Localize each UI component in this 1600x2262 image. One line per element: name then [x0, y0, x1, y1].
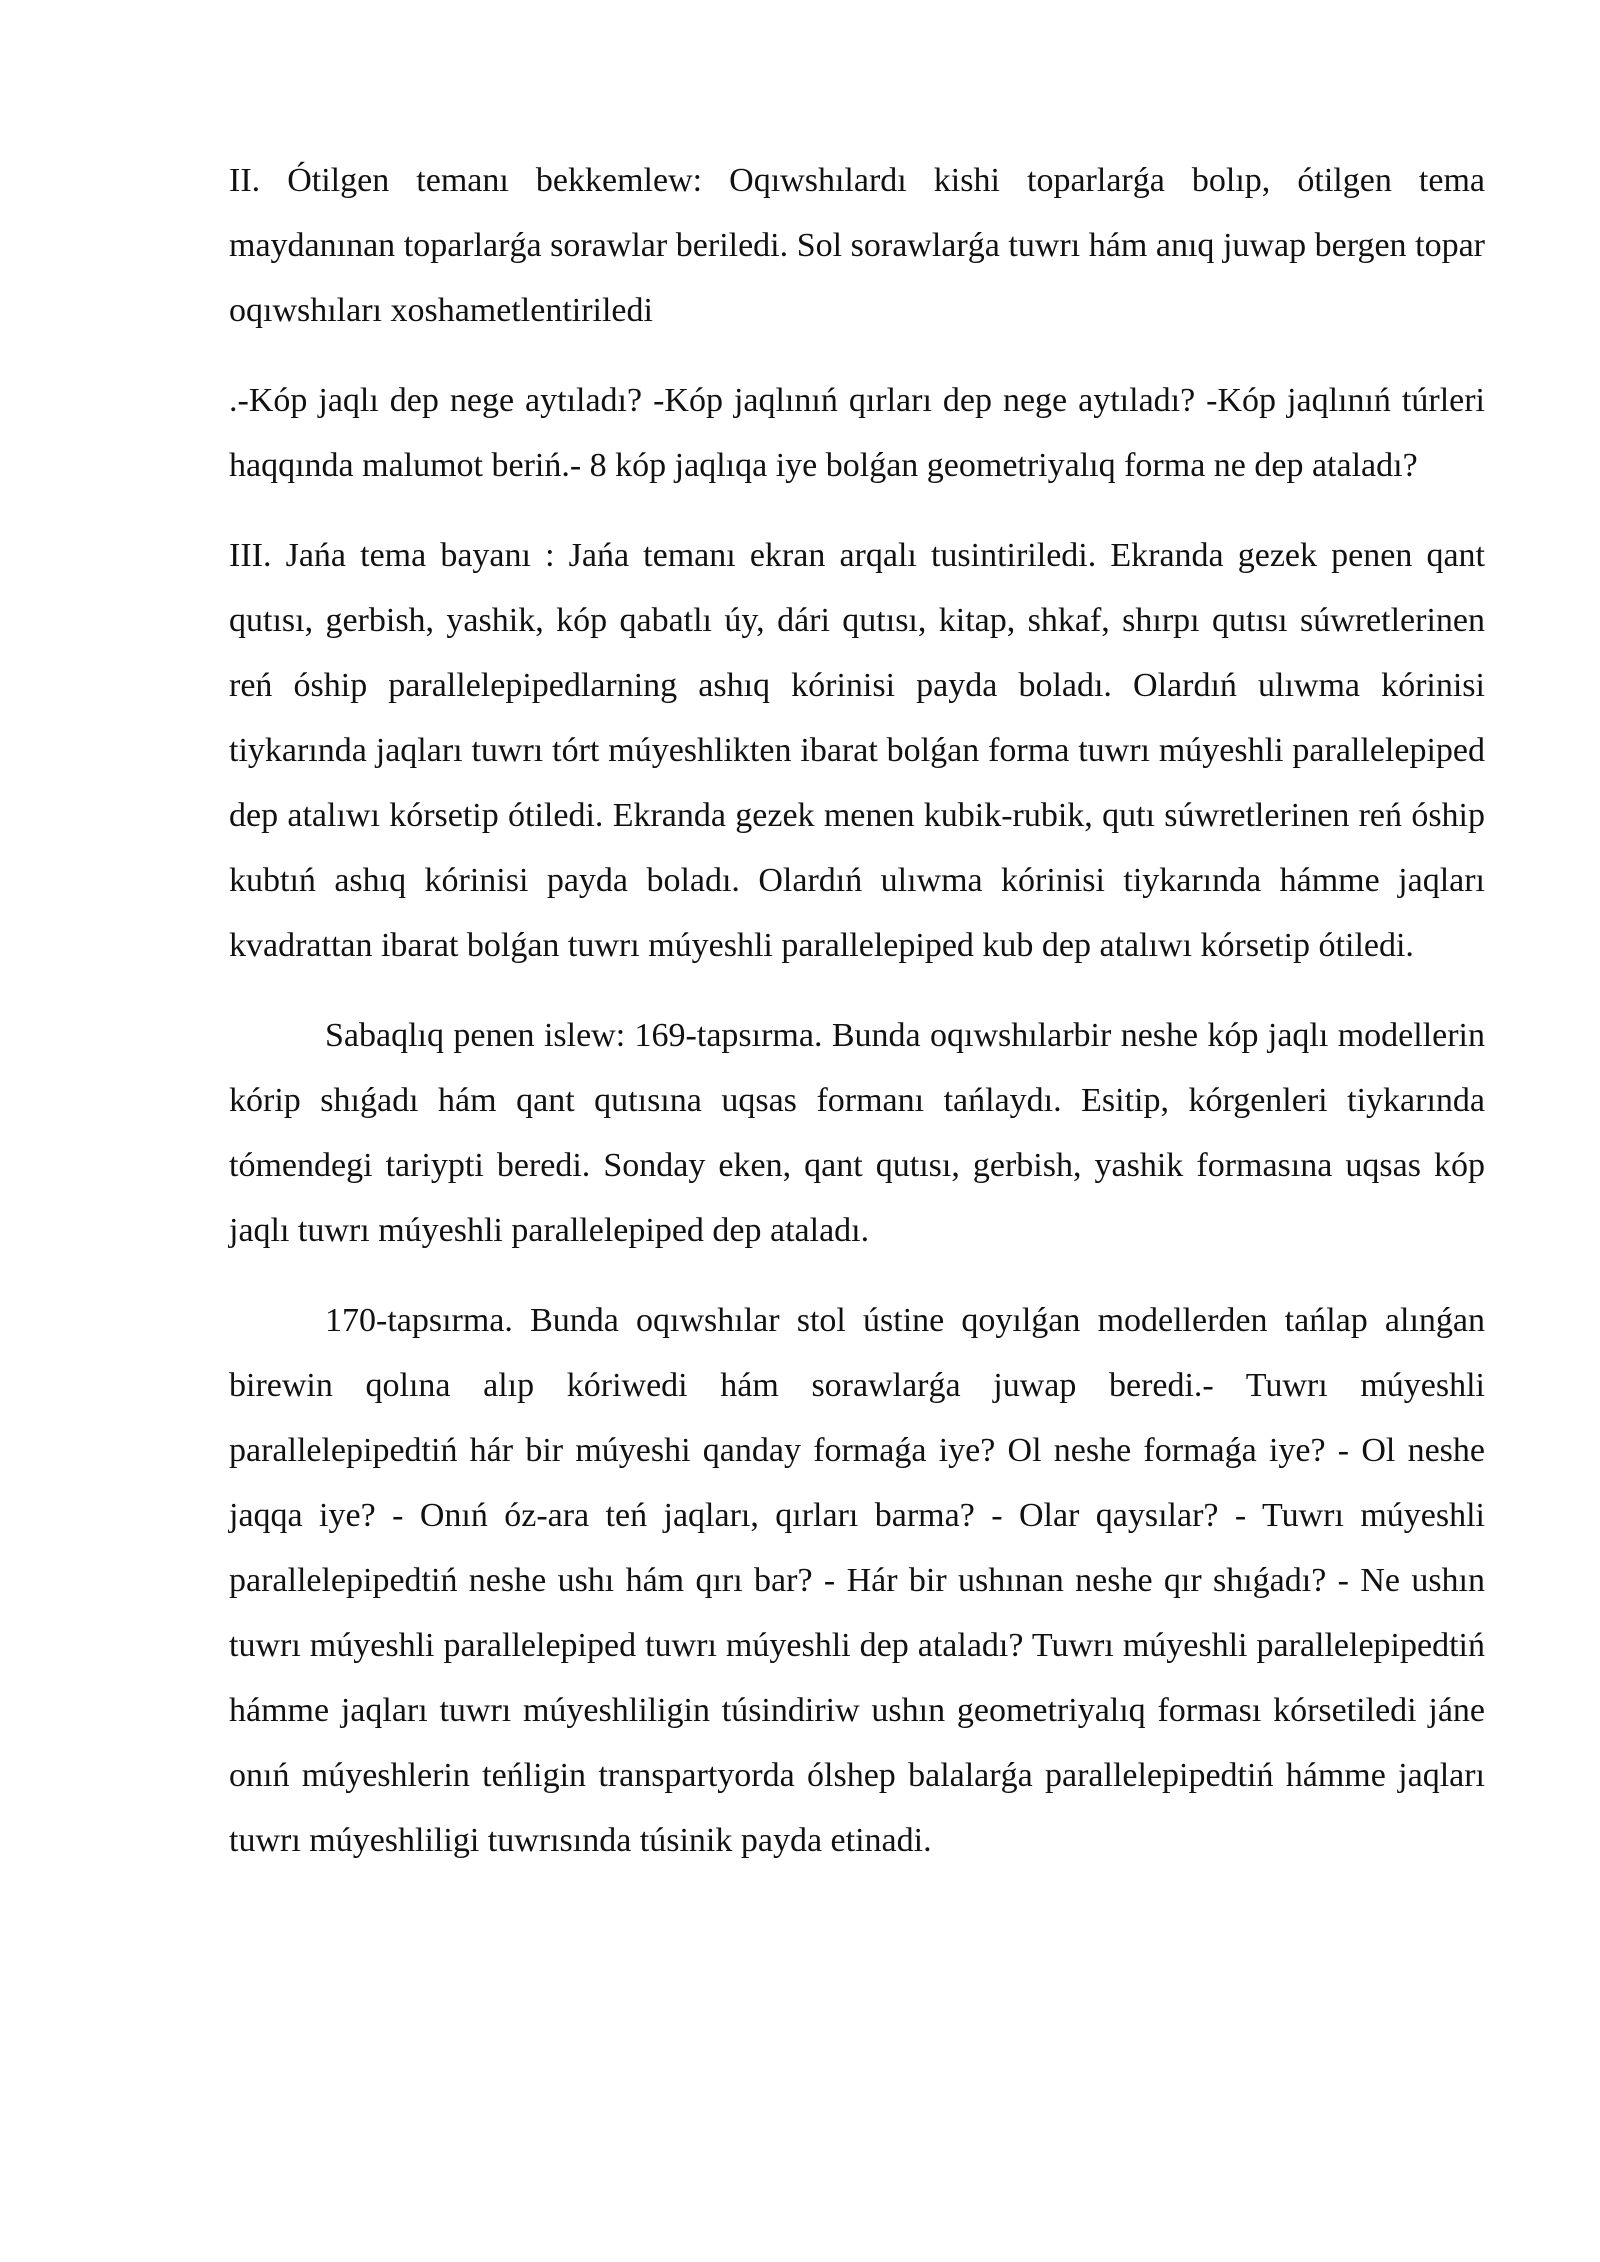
paragraph-task-169: Sabaqlıq penen islew: 169-tapsırma. Bunda oqıwshılarbir neshe kóp jaqlı modellerin kórip shıǵadı hám qant qutısına uqsas formanı tańlaydı. Esitip, kórgenleri tiykarında tómendegi tariypti beredi. Sonday eken, qant qutısı, gerbish, yashik formasına uqsas kóp jaqlı tuwrı múyeshli parallelepiped dep ataladı. — [229, 1017, 1485, 1249]
document-body — [229, 148, 1485, 1898]
paragraph-questions: .-Kóp jaqlı dep nege aytıladı? -Kóp jaqlınıń qırları dep nege aytıladı? -Kóp jaqlınıń túrleri haqqında malumot beriń.- 8 kóp jaqlıqa iye bolǵan geometriyalıq forma ne dep ataladı? — [229, 382, 1485, 484]
paragraph-review: II. Ótilgen temanı bekkemlew: Oqıwshılardı kishi toparlarǵa bolıp, ótilgen tema maydanınan toparlarǵa sorawlar beriledi. Sol sorawlarǵa tuwrı hám anıq juwap bergen topar oqıwshıları xoshametlentiriledi — [229, 162, 1485, 329]
paragraph-new-topic: III. Jańa tema bayanı : Jańa temanı ekran arqalı tusintiriledi. Ekranda gezek penen qant qutısı, gerbish, yashik, kóp qabatlı úy, dári qutısı, kitap, shkaf, shırpı qutısı súwretlerinen reń óship parallelepipedlarning ashıq kórinisi payda boladı. Olardıń ulıwma kórinisi tiykarında jaqları tuwrı tórt múyeshlikten ibarat bolǵan forma tuwrı múyeshli parallelepiped dep atalıwı kórsetip ótiledi. Ekranda gezek menen kubik-rubik, qutı súwretlerinen reń óship kubtıń ashıq kórinisi payda boladı. Olardıń ulıwma kórinisi tiykarında hámme jaqları kvadrattan ibarat bolǵan tuwrı múyeshli parallelepiped kub dep atalıwı kórsetip ótiledi. — [229, 537, 1485, 964]
paragraph-task-170: 170-tapsırma. Bunda oqıwshılar stol ústine qoyılǵan modellerden tańlap alınǵan birewin qolına alıp kóriwedi hám sorawlarǵa juwap beredi.- Tuwrı múyeshli parallelepipedtiń hár bir múyeshi qanday formaǵa iye? Ol neshe formaǵa iye? - Ol neshe jaqqa iye? - Onıń óz-ara teń jaqları, qırları barma? - Olar qaysılar? - Tuwrı múyeshli parallelepipedtiń neshe ushı hám qırı bar? - Hár bir ushınan neshe qır shıǵadı? - Ne ushın tuwrı múyeshli parallelepiped tuwrı múyeshli dep ataladı? Tuwrı múyeshli parallelepipedtiń hámme jaqları tuwrı múyeshliligin túsindiriw ushın geometriyalıq forması kórsetiledi jáne onıń múyeshlerin teńligin transpartyorda ólshep balalarǵa parallelepipedtiń hámme jaqları tuwrı múyeshliligi tuwrısında túsinik payda etinadi. — [229, 1302, 1485, 1859]
